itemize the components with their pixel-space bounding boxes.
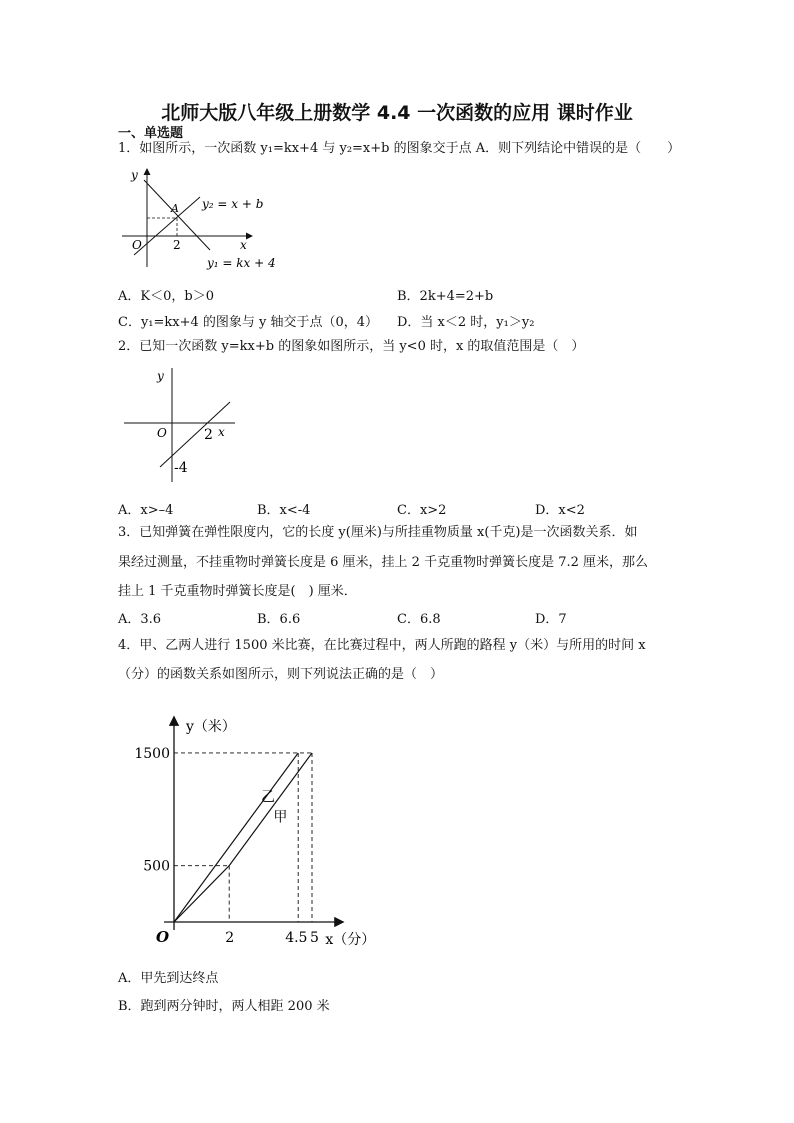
y-tick-label: 500 <box>143 858 170 875</box>
x-axis-title: x（分） <box>325 932 376 948</box>
q2-option-c[interactable]: C．x>2 <box>397 503 447 518</box>
question-3-line-2: 果经过测量，不挂重物时弹簧长度是 6 厘米，挂上 2 千克重物时弹簧长度是 7.2 厘米，那么 <box>118 555 649 570</box>
series-label-yi: 乙 <box>260 789 275 806</box>
y-tick-label: 1500 <box>134 745 170 762</box>
q1-y-label: y <box>131 168 138 182</box>
question-2-figure <box>120 364 240 486</box>
question-4-line-2: （分）的函数关系如图所示，则下列说法正确的是（ ） <box>118 667 444 682</box>
q4-option-b[interactable]: B．跑到两分钟时，两人相距 200 米 <box>118 999 330 1014</box>
x-tick-label: 5 <box>310 930 319 946</box>
question-2-stem: 2．已知一次函数 y=kx+b 的图象如图所示，当 y<0 时，x 的取值范围是（ ） <box>118 339 585 354</box>
origin-label: O <box>156 928 170 946</box>
x-tick-label: 4.5 <box>285 930 308 946</box>
q2-y-tick-neg4: -4 <box>174 460 188 476</box>
section-heading: 一、单选题 <box>118 126 184 141</box>
q3-option-a[interactable]: A．3.6 <box>118 612 162 627</box>
document-title: 北师大版八年级上册数学 4.4 一次函数的应用 课时作业 <box>161 102 633 124</box>
q1-option-a[interactable]: A．K＜0，b＞0 <box>118 289 214 304</box>
q4-option-a[interactable]: A．甲先到达终点 <box>118 971 219 986</box>
question-3-line-1: 3．已知弹簧在弹性限度内，它的长度 y(厘米)与所挂重物质量 x(千克)是一次函数关系．如 <box>118 525 638 540</box>
q1-line-y2 <box>134 197 200 255</box>
y-axis-title: y（米） <box>186 718 236 735</box>
q1-option-c[interactable]: C．y₁=kx+4 的图象与 y 轴交于点（0，4） <box>118 315 379 330</box>
q3-option-d[interactable]: D．7 <box>535 612 567 627</box>
q1-x-label: x <box>240 238 247 252</box>
series-line-jia <box>174 753 312 922</box>
q2-y-label: y <box>157 369 164 383</box>
q2-origin-label: O <box>157 426 167 440</box>
q2-option-b[interactable]: B．x<-4 <box>257 503 311 518</box>
series-label-jia: 甲 <box>273 809 288 826</box>
q1-line1-label: y₁ = kx + 4 <box>207 256 276 270</box>
q1-option-d[interactable]: D．当 x＜2 时，y₁＞y₂ <box>397 315 535 330</box>
race-chart <box>130 700 390 950</box>
series-line-yi <box>174 753 298 922</box>
q2-x-label: x <box>218 425 225 439</box>
q1-x-tick-2: 2 <box>173 238 181 252</box>
q3-option-c[interactable]: C．6.8 <box>397 612 441 627</box>
q2-option-d[interactable]: D．x<2 <box>535 503 585 518</box>
q1-origin-label: O <box>132 238 142 252</box>
x-tick-label: 2 <box>225 930 235 946</box>
question-3-line-3: 挂上 1 千克重物时弹簧长度是( ) 厘米． <box>118 584 357 599</box>
question-1-stem: 1．如图所示，一次函数 y₁=kx+4 与 y₂=x+b 的图象交于点 A．则下列结论中错误的是（ ） <box>118 141 681 156</box>
question-4-line-1: 4．甲、乙两人进行 1500 米比赛，在比赛过程中，两人所跑的路程 y（米）与所用的时间 x <box>118 638 646 653</box>
q1-line2-label: y₂ = x + b <box>202 197 264 211</box>
q1-option-b[interactable]: B．2k+4=2+b <box>397 289 494 304</box>
q2-x-tick-2: 2 <box>204 427 213 443</box>
q2-option-a[interactable]: A．x>–4 <box>118 503 174 518</box>
question-1-figure <box>112 165 292 277</box>
q1-point-a-label: A <box>171 202 179 215</box>
q3-option-b[interactable]: B．6.6 <box>257 612 301 627</box>
